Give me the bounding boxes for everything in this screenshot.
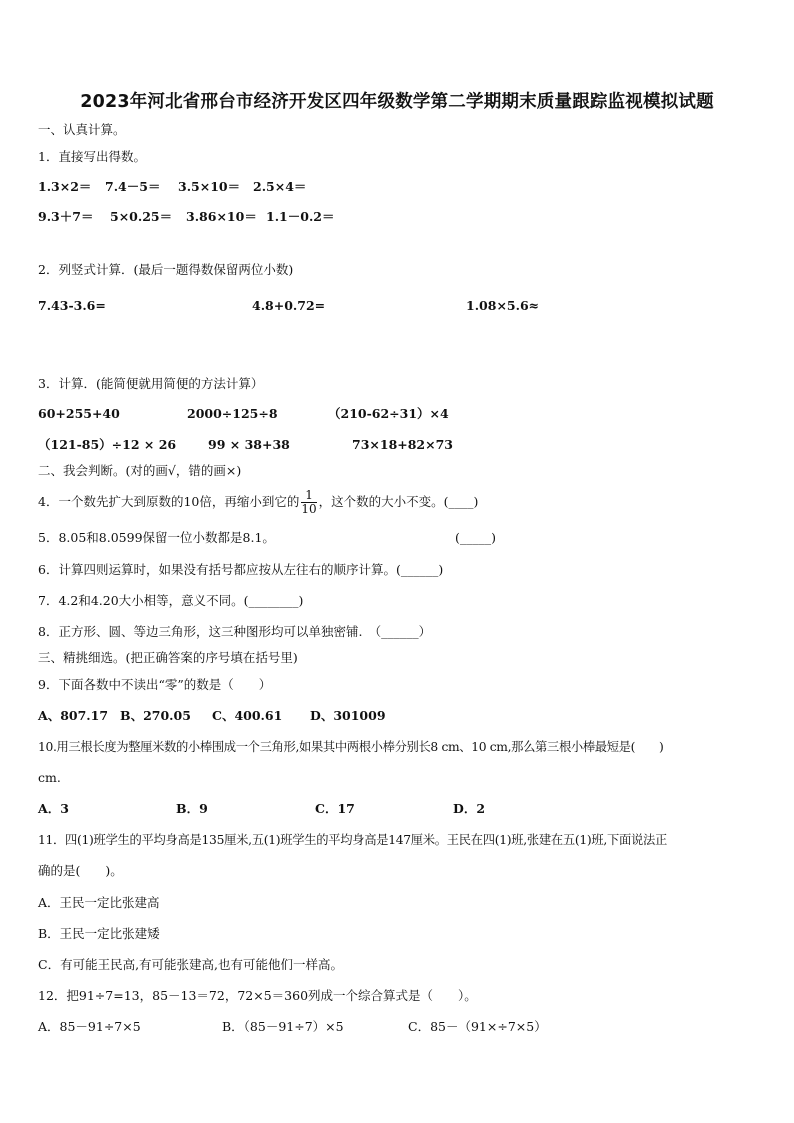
q1-item: 5×0.25＝ [110, 209, 173, 224]
q1-prompt: 1．直接写出得数。 [38, 149, 146, 164]
q1-item: 1.3×2＝ [38, 179, 92, 194]
q9-option-a[interactable]: A、807.17 [38, 708, 109, 723]
q1-item: 2.5×4＝ [253, 179, 307, 194]
section-3-heading: 三、精挑细选。(把正确答案的序号填在括号里) [38, 650, 298, 665]
q2-item: 4.8+0.72= [252, 298, 326, 313]
q1-item: 1.1－0.2＝ [266, 209, 335, 224]
q2-item: 1.08×5.6≈ [466, 298, 540, 313]
fraction-numerator: 1 [301, 489, 316, 503]
q9-prompt: 9．下面各数中不读出“零”的数是（ ） [38, 677, 272, 692]
q3-item: 99 × 38+38 [208, 437, 290, 452]
q6: 6．计算四则运算时，如果没有括号都应按从左往右的顺序计算。(______) [38, 562, 444, 577]
q10-option-d[interactable]: D．2 [453, 801, 486, 816]
q4 [38, 487, 478, 517]
q2-item: 7.43-3.6= [38, 298, 106, 313]
q10-prompt-line2: cm. [38, 770, 61, 785]
q9-option-d[interactable]: D、301009 [310, 708, 386, 723]
q12-prompt: 12．把91÷7=13，85－13＝72，72×5＝360列成一个综合算式是（ ）。 [38, 988, 477, 1003]
q10-option-c[interactable]: C．17 [315, 801, 355, 816]
q12-option-b[interactable]: B．（85－91÷7）×5 [222, 1019, 344, 1034]
q12-option-a[interactable]: A．85－91÷7×5 [38, 1019, 141, 1034]
q12-option-c[interactable]: C．85－（91×÷7×5） [408, 1019, 547, 1034]
q1-item: 7.4－5＝ [105, 179, 161, 194]
section-1-heading: 一、认真计算。 [38, 122, 126, 137]
q11-option-a[interactable]: A．王民一定比张建高 [38, 895, 160, 910]
q9-option-b[interactable]: B、270.05 [120, 708, 191, 723]
q3-prompt: 3．计算．(能简便就用简便的方法计算） [38, 376, 264, 391]
fraction-one-tenth [301, 489, 316, 516]
q5-answer-blank[interactable]: (_____) [455, 530, 497, 545]
q4-text-before: 4．一个数先扩大到原数的10倍，再缩小到它的 [38, 494, 300, 509]
q3-item: （210-62÷31）×4 [328, 406, 449, 421]
q7: 7．4.2和4.20大小相等，意义不同。(________) [38, 593, 304, 608]
q4-text-after: ，这个数的大小不变。(____) [318, 494, 479, 509]
q9-option-c[interactable]: C、400.61 [212, 708, 283, 723]
q11-prompt-line1: 11．四(1)班学生的平均身高是135厘米,五(1)班学生的平均身高是147厘米。王民在四(1)班,张建在五(1)班,下面说法正 [38, 833, 667, 847]
q3-item: 73×18+82×73 [352, 437, 454, 452]
q1-item: 9.3＋7＝ [38, 209, 94, 224]
section-2-heading: 二、我会判断。(对的画√，错的画×) [38, 463, 242, 478]
exam-title: 2023年河北省邢台市经济开发区四年级数学第二学期期末质量跟踪监视模拟试题 [80, 92, 714, 112]
fraction-denominator: 10 [301, 502, 317, 516]
q1-item: 3.86×10＝ [186, 209, 257, 224]
q3-item: （121-85）÷12 × 26 [38, 437, 177, 452]
q3-item: 60+255+40 [38, 406, 120, 421]
q2-prompt: 2．列竖式计算．(最后一题得数保留两位小数) [38, 262, 294, 277]
q10-option-a[interactable]: A．3 [38, 801, 69, 816]
q10-option-b[interactable]: B．9 [176, 801, 208, 816]
q11-prompt-line2: 确的是( )。 [38, 863, 123, 878]
q1-item: 3.5×10＝ [178, 179, 241, 194]
q11-option-c[interactable]: C．有可能王民高,有可能张建高,也有可能他们一样高。 [38, 957, 344, 972]
q3-item: 2000÷125÷8 [187, 406, 278, 421]
q10-prompt-line1: 10.用三根长度为整厘米数的小棒围成一个三角形,如果其中两根小棒分别长8 cm、10 cm,那么第三根小棒最短是( ) [38, 740, 664, 754]
q11-option-b[interactable]: B．王民一定比张建矮 [38, 926, 160, 941]
q8: 8．正方形、圆、等边三角形，这三种图形均可以单独密铺. （______） [38, 624, 432, 639]
q5: 5．8.05和8.0599保留一位小数都是8.1。 [38, 530, 275, 545]
